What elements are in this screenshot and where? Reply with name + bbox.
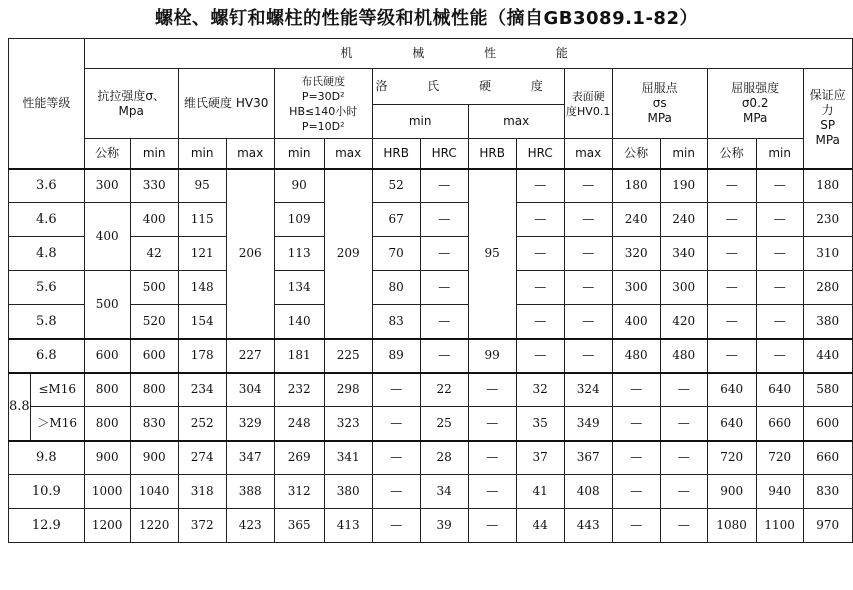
tensile-min-header: min: [130, 139, 178, 169]
hrc-min-cell: —: [420, 305, 468, 339]
proof-line-4: MPa: [815, 133, 840, 148]
hrb-min-cell: —: [372, 475, 420, 509]
yield-point-header: [612, 69, 707, 139]
vickers-max-cell: 329: [226, 407, 274, 441]
tensile-min-cell: 400: [130, 203, 178, 237]
hrc-max-cell: 32: [516, 373, 564, 407]
tensile-min-cell: 1040: [130, 475, 178, 509]
yield-strength-min-cell: —: [756, 237, 803, 271]
brinell-max-header: max: [324, 139, 372, 169]
yield-strength-nominal-cell: —: [707, 339, 756, 373]
brinell-min-cell: 232: [274, 373, 324, 407]
yield-point-min-cell: —: [660, 475, 707, 509]
rockwell-min-header: min: [372, 105, 468, 139]
tensile-min-cell: 830: [130, 407, 178, 441]
hrc-min-cell: —: [420, 169, 468, 203]
yield-strength-nominal-cell: 720: [707, 441, 756, 475]
hrb-min-cell: 52: [372, 169, 420, 203]
hrb-max-cell: —: [468, 407, 516, 441]
surface-hardness-header: [564, 69, 612, 139]
proof-stress-cell: 660: [803, 441, 852, 475]
mech-properties-header: 机 械 性 能: [84, 39, 852, 69]
grade-cell: 6.8: [9, 339, 85, 373]
yield-strength-min-cell: —: [756, 339, 803, 373]
hrb-min-header: HRB: [372, 139, 420, 169]
yield-strength-min-cell: 640: [756, 373, 803, 407]
yield-point-min-header: min: [660, 139, 707, 169]
proof-stress-cell: 970: [803, 509, 852, 543]
yield-point-nominal-cell: —: [612, 509, 660, 543]
yield-point-line-3: MPa: [647, 111, 672, 125]
hrb-min-cell: 89: [372, 339, 420, 373]
grade-cell: 10.9: [9, 475, 85, 509]
hrb-min-cell: 80: [372, 271, 420, 305]
tensile-min-cell: 800: [130, 373, 178, 407]
hrb-min-cell: —: [372, 407, 420, 441]
grade-cell: 3.6: [9, 169, 85, 203]
yield-point-line-1: 屈服点: [641, 81, 678, 95]
header-row-2: [9, 69, 853, 105]
surface-cell: 367: [564, 441, 612, 475]
tensile-nominal-merged-cell: 500: [84, 271, 130, 339]
hrc-max-cell: —: [516, 169, 564, 203]
proof-line-1: 保证应: [809, 88, 846, 103]
table-row: [9, 339, 853, 373]
yield-point-nominal-header: 公称: [612, 139, 660, 169]
yield-point-min-cell: 340: [660, 237, 707, 271]
table-row: [9, 169, 853, 203]
grade-cell: 4.6: [9, 203, 85, 237]
grade-cell: 9.8: [9, 441, 85, 475]
vickers-max-merged-cell: 206: [226, 169, 274, 339]
yield-point-nominal-cell: —: [612, 441, 660, 475]
hrc-max-cell: 41: [516, 475, 564, 509]
hrb-min-cell: 83: [372, 305, 420, 339]
brinell-min-cell: 181: [274, 339, 324, 373]
yield-point-nominal-cell: 300: [612, 271, 660, 305]
vickers-hardness-header: 维氏硬度 HV30: [178, 69, 274, 139]
hrc-min-header: HRC: [420, 139, 468, 169]
brinell-hardness-header: [274, 69, 372, 139]
table-row: [9, 305, 853, 339]
tensile-min-cell: 900: [130, 441, 178, 475]
hrc-max-cell: 44: [516, 509, 564, 543]
tensile-nominal-cell: 800: [84, 373, 130, 407]
surface-line-1: 表面硬: [571, 89, 605, 103]
vickers-max-cell: 388: [226, 475, 274, 509]
properties-table: [8, 38, 853, 543]
rockwell-max-header: max: [468, 105, 564, 139]
yield-strength-nominal-cell: —: [707, 271, 756, 305]
brinell-min-cell: 113: [274, 237, 324, 271]
hrc-min-cell: 28: [420, 441, 468, 475]
grade-cell: 4.8: [9, 237, 85, 271]
hrb-min-cell: —: [372, 441, 420, 475]
vickers-max-cell: 227: [226, 339, 274, 373]
yield-strength-min-cell: —: [756, 169, 803, 203]
tensile-min-cell: 1220: [130, 509, 178, 543]
proof-line-2: 力: [821, 103, 834, 118]
vickers-max-header: max: [226, 139, 274, 169]
header-row-1: [9, 39, 853, 69]
proof-stress-cell: 830: [803, 475, 852, 509]
yield-strength-line-3: MPa: [742, 111, 768, 125]
vickers-min-header: min: [178, 139, 226, 169]
surface-cell: 443: [564, 509, 612, 543]
brinell-line-3: HB≤140小时: [289, 104, 358, 118]
proof-stress-cell: 600: [803, 407, 852, 441]
surface-line-2: 度HV0.1: [566, 104, 611, 118]
hrc-max-cell: 37: [516, 441, 564, 475]
hrb-max-header: HRB: [468, 139, 516, 169]
vickers-min-cell: 372: [178, 509, 226, 543]
brinell-min-cell: 134: [274, 271, 324, 305]
yield-strength-nominal-cell: 640: [707, 407, 756, 441]
proof-line-3: SP: [820, 118, 836, 133]
table-row: [9, 203, 853, 237]
proof-stress-cell: 310: [803, 237, 852, 271]
tensile-nominal-cell: 1200: [84, 509, 130, 543]
yield-strength-min-cell: —: [756, 203, 803, 237]
proof-stress-cell: 280: [803, 271, 852, 305]
yield-strength-min-cell: —: [756, 305, 803, 339]
yield-point-min-cell: —: [660, 373, 707, 407]
yield-strength-min-cell: —: [756, 271, 803, 305]
yield-strength-nominal-cell: —: [707, 237, 756, 271]
hrc-max-cell: —: [516, 271, 564, 305]
brinell-line-4: P=10D²: [301, 119, 345, 133]
tensile-nominal-cell: 1000: [84, 475, 130, 509]
vickers-min-cell: 318: [178, 475, 226, 509]
yield-point-min-cell: 480: [660, 339, 707, 373]
table-row: [9, 407, 853, 441]
brinell-max-cell: 298: [324, 373, 372, 407]
yield-point-min-cell: 300: [660, 271, 707, 305]
brinell-min-cell: 365: [274, 509, 324, 543]
yield-point-min-cell: —: [660, 407, 707, 441]
tensile-min-cell: 42: [130, 237, 178, 271]
yield-strength-line-1: 屈服强度: [731, 81, 780, 95]
hrc-max-header: HRC: [516, 139, 564, 169]
yield-point-nominal-cell: —: [612, 373, 660, 407]
yield-strength-line-2: σ0.2: [741, 96, 769, 110]
vickers-min-cell: 234: [178, 373, 226, 407]
yield-point-min-cell: 420: [660, 305, 707, 339]
yield-strength-min-cell: 660: [756, 407, 803, 441]
table-row: [9, 441, 853, 475]
properties-table-wrapper: [8, 38, 853, 543]
hrb-max-cell: —: [468, 441, 516, 475]
tensile-nominal-cell: 900: [84, 441, 130, 475]
tensile-nominal-header: 公称: [84, 139, 130, 169]
vickers-min-cell: 274: [178, 441, 226, 475]
vickers-min-cell: 121: [178, 237, 226, 271]
surface-cell: —: [564, 237, 612, 271]
tensile-nominal-merged-cell: 400: [84, 203, 130, 271]
hrb-max-cell: 99: [468, 339, 516, 373]
grade-subsize-cell: ≤M16: [30, 373, 84, 407]
brinell-max-merged-cell: 209: [324, 169, 372, 339]
yield-point-nominal-cell: 180: [612, 169, 660, 203]
hrc-min-cell: —: [420, 339, 468, 373]
brinell-max-cell: 380: [324, 475, 372, 509]
yield-strength-min-cell: 940: [756, 475, 803, 509]
brinell-min-header: min: [274, 139, 324, 169]
tensile-min-cell: 500: [130, 271, 178, 305]
rockwell-hardness-header: 洛 氏 硬 度: [372, 69, 564, 105]
surface-cell: 324: [564, 373, 612, 407]
hrc-min-cell: 39: [420, 509, 468, 543]
brinell-min-cell: 140: [274, 305, 324, 339]
brinell-min-cell: 312: [274, 475, 324, 509]
yield-point-min-cell: —: [660, 441, 707, 475]
proof-stress-header: [803, 69, 852, 169]
proof-stress-cell: 230: [803, 203, 852, 237]
vickers-min-cell: 148: [178, 271, 226, 305]
yield-point-nominal-cell: 400: [612, 305, 660, 339]
hrc-max-cell: —: [516, 203, 564, 237]
hrb-max-cell: —: [468, 475, 516, 509]
hrc-min-cell: —: [420, 271, 468, 305]
vickers-max-cell: 304: [226, 373, 274, 407]
proof-stress-cell: 380: [803, 305, 852, 339]
yield-strength-nominal-cell: —: [707, 203, 756, 237]
grade-cell: 8.8: [9, 373, 31, 441]
surface-cell: —: [564, 169, 612, 203]
brinell-min-cell: 90: [274, 169, 324, 203]
brinell-min-cell: 248: [274, 407, 324, 441]
tensile-nominal-cell: 800: [84, 407, 130, 441]
grade-subsize-cell: ＞M16: [30, 407, 84, 441]
table-row: [9, 271, 853, 305]
vickers-min-cell: 252: [178, 407, 226, 441]
yield-point-min-cell: 240: [660, 203, 707, 237]
hrc-min-cell: —: [420, 237, 468, 271]
grade-header: 性能等级: [9, 39, 85, 169]
table-row: [9, 509, 853, 543]
table-row: [9, 237, 853, 271]
brinell-max-cell: 225: [324, 339, 372, 373]
grade-cell: 5.8: [9, 305, 85, 339]
yield-point-nominal-cell: 320: [612, 237, 660, 271]
proof-stress-cell: 440: [803, 339, 852, 373]
tensile-min-cell: 600: [130, 339, 178, 373]
brinell-line-1: 布氏硬度: [301, 74, 346, 88]
brinell-max-cell: 341: [324, 441, 372, 475]
hrb-max-cell: —: [468, 509, 516, 543]
hrc-min-cell: 22: [420, 373, 468, 407]
hrc-max-cell: 35: [516, 407, 564, 441]
yield-strength-header: [707, 69, 803, 139]
hrb-min-cell: —: [372, 509, 420, 543]
brinell-line-2: P=30D²: [301, 89, 345, 103]
surface-cell: 349: [564, 407, 612, 441]
hrb-min-cell: —: [372, 373, 420, 407]
hrb-max-merged-cell: 95: [468, 169, 516, 339]
tensile-strength-header: 抗拉强度σ、 Mpa: [84, 69, 178, 139]
hrc-min-cell: —: [420, 203, 468, 237]
yield-strength-nominal-header: 公称: [707, 139, 756, 169]
yield-point-nominal-cell: —: [612, 407, 660, 441]
vickers-max-cell: 347: [226, 441, 274, 475]
hrb-min-cell: 70: [372, 237, 420, 271]
surface-cell: —: [564, 305, 612, 339]
surface-cell: 408: [564, 475, 612, 509]
tensile-nominal-cell: 600: [84, 339, 130, 373]
brinell-min-cell: 109: [274, 203, 324, 237]
grade-cell: 12.9: [9, 509, 85, 543]
vickers-max-cell: 423: [226, 509, 274, 543]
vickers-min-cell: 178: [178, 339, 226, 373]
proof-stress-cell: 580: [803, 373, 852, 407]
tensile-nominal-cell: 300: [84, 169, 130, 203]
yield-strength-nominal-cell: 1080: [707, 509, 756, 543]
tensile-min-cell: 330: [130, 169, 178, 203]
page-title: 螺栓、螺钉和螺柱的性能等级和机械性能（摘自GB3089.1-82）: [155, 8, 698, 29]
hrb-max-cell: —: [468, 373, 516, 407]
hrb-min-cell: 67: [372, 203, 420, 237]
hrc-max-cell: —: [516, 237, 564, 271]
yield-point-line-2: σs: [652, 96, 667, 110]
yield-point-nominal-cell: 480: [612, 339, 660, 373]
yield-strength-min-cell: 720: [756, 441, 803, 475]
table-row: [9, 475, 853, 509]
brinell-max-cell: 323: [324, 407, 372, 441]
surface-cell: —: [564, 271, 612, 305]
surface-cell: —: [564, 203, 612, 237]
yield-strength-nominal-cell: —: [707, 305, 756, 339]
vickers-min-cell: 115: [178, 203, 226, 237]
yield-point-nominal-cell: 240: [612, 203, 660, 237]
vickers-min-cell: 95: [178, 169, 226, 203]
yield-point-min-cell: —: [660, 509, 707, 543]
yield-point-min-cell: 190: [660, 169, 707, 203]
tensile-min-cell: 520: [130, 305, 178, 339]
hrc-max-cell: —: [516, 339, 564, 373]
yield-strength-nominal-cell: 640: [707, 373, 756, 407]
yield-point-nominal-cell: —: [612, 475, 660, 509]
surface-cell: —: [564, 339, 612, 373]
hrc-min-cell: 25: [420, 407, 468, 441]
header-row-4: [9, 139, 853, 169]
yield-strength-nominal-cell: 900: [707, 475, 756, 509]
yield-strength-min-cell: 1100: [756, 509, 803, 543]
brinell-max-cell: 413: [324, 509, 372, 543]
grade-cell: 5.6: [9, 271, 85, 305]
yield-strength-min-header: min: [756, 139, 803, 169]
hrc-max-cell: —: [516, 305, 564, 339]
brinell-min-cell: 269: [274, 441, 324, 475]
proof-stress-cell: 180: [803, 169, 852, 203]
surface-max-header: max: [564, 139, 612, 169]
hrc-min-cell: 34: [420, 475, 468, 509]
table-row: [9, 373, 853, 407]
yield-strength-nominal-cell: —: [707, 169, 756, 203]
vickers-min-cell: 154: [178, 305, 226, 339]
